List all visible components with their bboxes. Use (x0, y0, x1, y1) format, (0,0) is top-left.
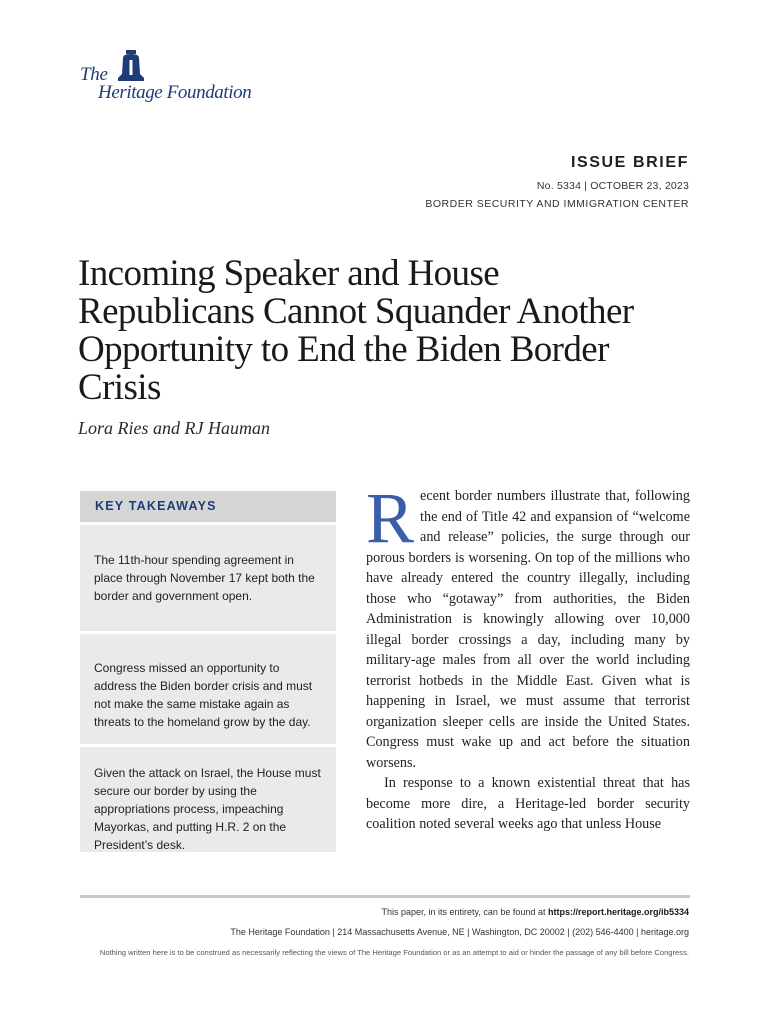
footer-address: The Heritage Foundation | 214 Massachusetts Avenue, NE | Washington, DC 20002 | (202) 546-4400 | heritage.org (230, 927, 689, 937)
takeaway-item: Given the attack on Israel, the House must secure our border by using the appropriations process, impeaching Mayorkas, and putting H.R. 2 on the President’s desk. (80, 747, 336, 852)
body-paragraph (366, 478, 690, 773)
issue-center: BORDER SECURITY AND IMMIGRATION CENTER (425, 198, 689, 210)
footer-divider (80, 895, 690, 898)
logo-text-foundation: Heritage Foundation (98, 82, 252, 103)
footer-found-text: This paper, in its entirety, can be found at (381, 907, 546, 917)
page-title: Incoming Speaker and House Republicans Cannot Squander Another Opportunity to End the Biden Border Crisis (78, 253, 634, 408)
body-text (366, 478, 690, 835)
report-url-link[interactable]: https://report.heritage.org/ib5334 (547, 907, 689, 917)
heritage-foundation-logo (78, 48, 278, 106)
logo-text-the: The (80, 64, 108, 85)
takeaway-item: Congress missed an opportunity to address the Biden border crisis and must not make the same mistake again as threats to the homeland grow by the day. (80, 634, 336, 744)
footer-report-link (382, 907, 689, 917)
footer-disclaimer: Nothing written here is to be construed as necessarily reflecting the views of The Heritage Foundation or as an attempt to aid or hinder the passage of any bill before Congress. (99, 948, 689, 957)
paragraph-text: ecent border numbers illustrate that, following the end of Title 42 and expansion of “welcome and release” policies, the surge through our porous borders is worsening. On top of the millions who have already entered the country illegally, including those who “gotaway” from authorities, the Biden Administration is knowingly allowing over 10,000 illegal border crossings a day, including many by military-age males from all over the world including terrorist hotbeds in the Middle East. Given what is happening in Israel, we must assume that terrorist organization sleeper cells are inside the United States. Congress must wake up and act before the situation worsens. (366, 488, 690, 771)
takeaway-item: The 11th-hour spending agreement in place through November 17 kept both the border and government open. (80, 525, 336, 631)
issue-number-date: No. 5334 | OCTOBER 23, 2023 (536, 180, 689, 192)
issue-brief-label: ISSUE BRIEF (570, 154, 689, 171)
key-takeaways-heading: KEY TAKEAWAYS (80, 491, 336, 522)
liberty-bell-icon (116, 50, 146, 84)
key-takeaways-box (80, 491, 336, 852)
authors: Lora Ries and RJ Hauman (78, 418, 270, 438)
body-paragraph: In response to a known existential threat that has become more dire, a Heritage-led border security coalition noted several weeks ago that unless House (366, 775, 690, 832)
drop-cap: R (366, 478, 415, 558)
issue-brief-header (425, 154, 689, 210)
